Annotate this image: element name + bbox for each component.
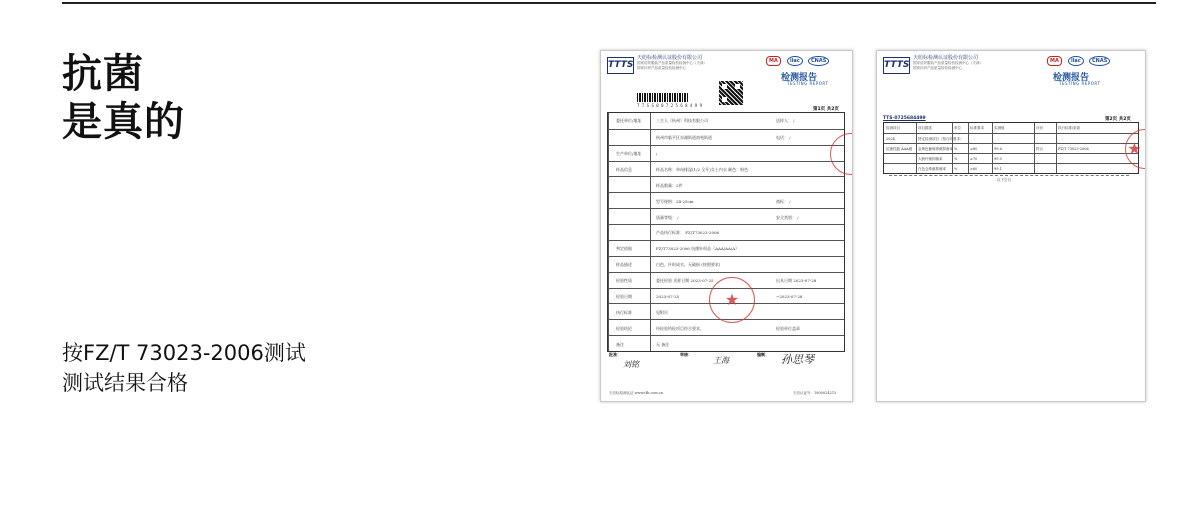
- footer-left: 天纺标检测认证 www.tfb.com.cn: [609, 391, 664, 395]
- row-value: 无 备注: [656, 341, 670, 347]
- row-extra: 商标： /: [776, 198, 791, 204]
- table-cell: 99.6: [994, 146, 1002, 151]
- table-row: [608, 129, 844, 146]
- star-icon: ★: [1127, 139, 1142, 158]
- report-title-en: TESTING REPORT: [787, 81, 829, 86]
- approver-signature: 刘铭: [623, 360, 639, 369]
- row-label: 执行标准: [616, 309, 632, 315]
- star-icon: ★: [724, 290, 740, 309]
- row-value: FZ/T73023-2006 抗菌针织品（AAA/AA/A）: [656, 246, 740, 252]
- row-label: 样品描述: [616, 262, 632, 268]
- org-subname-2: 国家针织产品质量检验检测中心: [637, 66, 686, 70]
- column-divider: [1056, 123, 1057, 173]
- row-value: /: [656, 151, 658, 157]
- org-subname-1: 国家纺织服装产品质量检验检测中心（天津）: [637, 61, 707, 65]
- footer-right: 天纺认证号：1800024213: [793, 391, 837, 395]
- row-label: 样品信息: [616, 167, 632, 173]
- row-label: 判定依据: [616, 246, 632, 252]
- org-name: 天纺标检测认证股份有限公司: [637, 55, 703, 61]
- table-cell: %: [954, 166, 958, 171]
- reviewer-signature: 王海: [713, 356, 729, 365]
- table-row: [608, 161, 844, 178]
- accreditation-cnas-badge: CNAS: [1089, 56, 1110, 66]
- issuing-org: [637, 55, 745, 71]
- table-cell: 2024: [886, 136, 895, 141]
- test-report-page-1: [600, 50, 853, 402]
- row-label: 备注: [616, 341, 624, 347]
- test-results-table: [883, 122, 1142, 174]
- headline-line-1: 抗菌: [62, 51, 144, 97]
- subcopy-line-2: 测试结果合格: [62, 371, 188, 395]
- ttts-logo: TTTS: [883, 57, 910, 74]
- table-row: [608, 113, 844, 129]
- row-value: 经检验所检项目符合要求。: [656, 325, 704, 331]
- barcode: [637, 93, 689, 102]
- table-cell: ≥70: [970, 156, 978, 161]
- report-title: 检测报告: [1053, 73, 1090, 83]
- table-cell: 特定检测项目（按合同要求）: [918, 136, 964, 141]
- org-subname-2: 国家针织产品质量检验检测中心: [913, 66, 962, 70]
- column-header: 单位: [954, 125, 961, 130]
- reviewer-label: 审核：: [680, 352, 692, 357]
- headline: [62, 50, 185, 146]
- row-value: 质量等级： /: [656, 214, 679, 220]
- column-header: 检测项目: [886, 125, 900, 130]
- column-divider: [992, 123, 993, 173]
- row-label: 委托单位/地址: [616, 118, 642, 124]
- column-divider: [650, 113, 651, 351]
- column-divider: [916, 123, 917, 173]
- org-name: 天纺标检测认证股份有限公司: [913, 55, 979, 61]
- row-value: 样品数量：2件: [656, 182, 683, 188]
- row-value: 杭州市临平区东湖街道南苑街道: [656, 135, 712, 141]
- end-of-results-note: 以下空白: [997, 178, 1011, 182]
- preparer-label: 编制：: [757, 352, 769, 357]
- table-row: [608, 145, 844, 162]
- table-row: [608, 176, 844, 193]
- row-label: 检验性质: [616, 278, 632, 284]
- table-cell: ≥80: [970, 146, 978, 151]
- table-row: [608, 224, 844, 241]
- row-value: 见附页: [656, 309, 668, 315]
- header-row: [884, 123, 1138, 133]
- table-cell: %: [954, 146, 958, 151]
- row-value: 样品名称：单向排湿(1/2 全开)女士内衣 颜色：粉色: [656, 167, 749, 173]
- ttts-logo: TTTS: [607, 57, 634, 74]
- preparer-signature: 孙思琴: [781, 353, 814, 366]
- row-extra: ~2023-07-28: [776, 293, 803, 299]
- table-cell: FZ/T 73023-2006: [1058, 146, 1089, 151]
- row-extra: 安全类别： /: [776, 214, 799, 220]
- row-extra: 送样人： /: [776, 118, 795, 124]
- table-row: [608, 335, 844, 352]
- row-extra: 检验单位盖章: [776, 325, 800, 331]
- table-cell: 抗菌性能 AAA级: [886, 146, 913, 151]
- row-value: 2023-07-25: [656, 293, 680, 299]
- row-label: 检验日期: [616, 293, 632, 299]
- table-cell: 99.5: [994, 156, 1002, 161]
- test-report-page-2: [876, 50, 1146, 402]
- table-cell: ≥60: [970, 166, 978, 171]
- accreditation-ilac-badge: ilac: [787, 56, 803, 66]
- table-cell: 99.1: [994, 166, 1002, 171]
- table-cell: 大肠杆菌抑菌率: [918, 156, 943, 161]
- org-subname-1: 国家纺织服装产品质量检验检测中心（天津）: [913, 61, 983, 65]
- report-title-en: TESTING REPORT: [1059, 81, 1101, 86]
- inspection-seal-stamp: [709, 277, 755, 323]
- table-cell: 符合: [1036, 146, 1043, 151]
- table-row: [884, 163, 1138, 174]
- accreditation-cnas-badge: CNAS: [808, 56, 829, 66]
- column-divider: [968, 123, 969, 173]
- row-extra: 出具日期 2023-07-28: [776, 278, 817, 284]
- column-header: 项目描述: [918, 125, 932, 130]
- column-header: 标准要求: [970, 125, 984, 130]
- table-cell: 金黄色葡萄球菌抑菌率: [918, 146, 953, 151]
- column-header: 实测值: [994, 125, 1005, 130]
- page-label: 第1页 共2页: [813, 107, 839, 112]
- column-divider: [1034, 123, 1035, 173]
- column-header: 执行标准/条款: [1058, 125, 1081, 130]
- table-row: [608, 192, 844, 209]
- table-row: [608, 256, 844, 273]
- report-number: TTS-0725684499: [883, 116, 926, 121]
- column-header: 评价: [1036, 125, 1043, 130]
- top-divider: [62, 2, 1156, 4]
- headline-line-2: 是真的: [62, 99, 185, 145]
- row-value: 三合人（杭州）科技有限公司: [656, 118, 708, 124]
- row-label: 生产单位/地址: [616, 151, 642, 157]
- subcopy: [62, 338, 306, 398]
- row-value: 型号规格：24-25cm: [656, 198, 694, 204]
- barcode-number: T T S S 0 0 7 2 5 6 8 4 9 9: [637, 103, 703, 108]
- accreditation-ma-badge: MA: [1047, 56, 1062, 66]
- row-label: 检验结论: [616, 325, 632, 331]
- row-value: 白色，针织成衣，无破损 (按照要求): [656, 262, 721, 268]
- table-row: [608, 208, 844, 225]
- page-label: 第2页 共2页: [1105, 117, 1131, 122]
- table-cell: 白色念珠菌抑菌率: [918, 166, 946, 171]
- qr-code: [719, 81, 743, 105]
- report-title: 检测报告: [781, 73, 818, 83]
- row-value: 产品执行标准： FZ/T73023-2006: [656, 230, 720, 236]
- table-row: [608, 240, 844, 257]
- column-divider: [952, 123, 953, 173]
- row-value: 委托检验 送样日期 2023-07-25: [656, 278, 714, 284]
- subcopy-line-1: 按FZ/T 73023-2006测试: [62, 341, 306, 365]
- approver-label: 批准：: [609, 352, 621, 357]
- table-cell: %: [954, 156, 958, 161]
- issuing-org: [913, 55, 1021, 71]
- accreditation-ma-badge: MA: [766, 56, 781, 66]
- row-extra: 电话： /: [776, 135, 791, 141]
- accreditation-ilac-badge: ilac: [1068, 56, 1084, 66]
